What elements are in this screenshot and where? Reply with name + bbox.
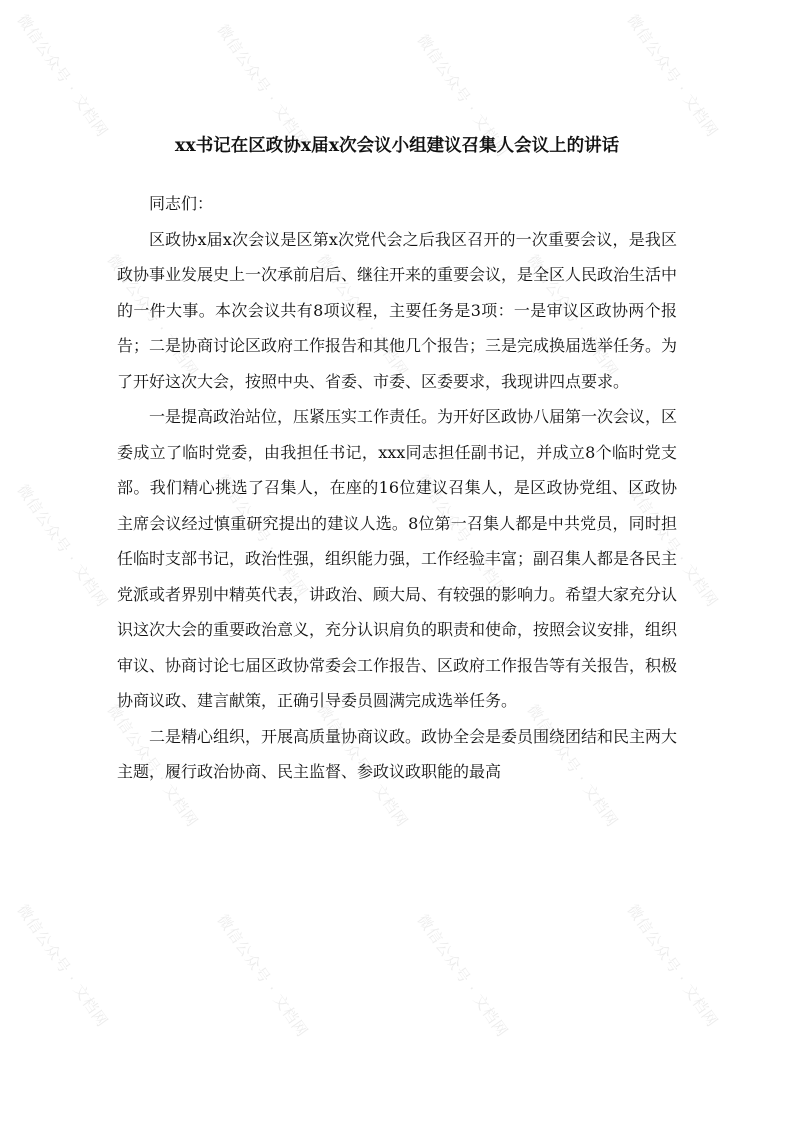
paragraph-2: 一是提高政治站位，压紧压实工作责任。为开好区政协八届第一次会议，区委成立了临时党委，由我担任书记，xxx同志担任副书记，并成立8个临时党支部。我们精心挑选了召集人，在座的16位建议召集人，是区政协党组、区政协主席会议经过慎重研究提出的建议人选。8位第一召集人都是中共党员，同时担任临时支部书记，政治性强，组织能力强，工作经验丰富；副召集人都是各民主党派或者界别中精英代表，讲政治、顾大局、有较强的影响力。希望大家充分认识这次大会的重要政治意义，充分认识肩负的职责和使命，按照会议安排，组织审议、协商讨论七届区政协常委会工作报告、区政府工作报告等有关报告，积极协商议政、建言献策，正确引导委员圆满完成选举任务。 — [117, 407, 678, 710]
watermark: 微信公众号 · 文档网 — [623, 481, 722, 611]
watermark: 微信公众号 · 文档网 — [13, 901, 112, 1031]
watermark: 微信公众号 · 文档网 — [523, 251, 622, 381]
watermark: 微信公众号 · 文档网 — [103, 251, 202, 381]
watermark: 微信公众号 · 文档网 — [313, 701, 412, 831]
paragraph-3: 二是精心组织，开展高质量协商议政。政协全会是委员围绕团结和民主两大主题，履行政治协商、民主监督、参政议政职能的最高 — [117, 726, 678, 781]
watermark: 微信公众号 · 文档网 — [213, 21, 312, 151]
watermark: 微信公众号 · 文档网 — [623, 901, 722, 1031]
watermark: 微信公众号 · 文档网 — [213, 471, 312, 601]
watermark: 微信公众号 · 文档网 — [523, 701, 622, 831]
paragraph-1: 区政协x届x次会议是区第x次党代会之后我区召开的一次重要会议，是我区政协事业发展史上一次承前启后、继往开来的重要会议，是全区人民政治生活中的一件大事。本次会议共有8项议程，主要任务是3项：一是审议区政协两个报告；二是协商讨论区政府工作报告和其他几个报告；三是完成换届选举任务。为了开好这次大会，按照中央、省委、市委、区委要求，我现讲四点要求。 — [117, 229, 678, 391]
watermark: 微信公众号 · 文档网 — [213, 911, 312, 1041]
watermark: 微信公众号 · 文档网 — [413, 31, 512, 161]
document-title: xx书记在区政协x届x次会议小组建议召集人会议上的讲话 — [174, 136, 620, 156]
watermark: 微信公众号 · 文档网 — [103, 701, 202, 831]
greeting: 同志们： — [149, 194, 214, 213]
watermark: 微信公众号 · 文档网 — [413, 471, 512, 601]
watermark: 微信公众号 · 文档网 — [313, 251, 412, 381]
document-body — [117, 186, 677, 790]
watermark: 微信公众号 · 文档网 — [413, 911, 512, 1041]
watermark: 微信公众号 · 文档网 — [623, 11, 722, 141]
watermark: 微信公众号 · 文档网 — [13, 481, 112, 611]
watermark: 微信公众号 · 文档网 — [13, 11, 112, 141]
